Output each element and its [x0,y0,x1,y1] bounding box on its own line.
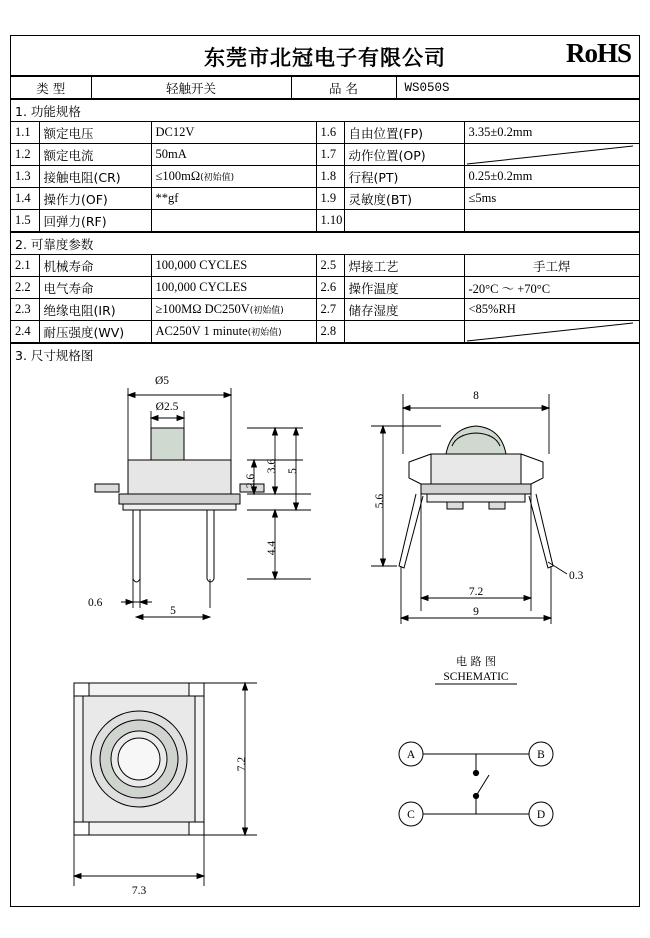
dim-5-width: 5 [170,604,176,617]
row-value: 100,000 CYCLES [151,277,316,299]
row-label: 操作力(OF) [39,188,151,210]
row-value [151,166,316,188]
table-row [11,277,639,299]
table-row [11,122,639,144]
section3-title: 3. 尺寸规格图 [11,344,639,366]
spec-head-table [11,76,639,99]
dim-3-6: 3.6 [266,458,278,473]
terminal-a: A [406,748,416,761]
dim-5-height: 5 [287,467,299,474]
row-label [344,321,464,343]
table-row [11,321,639,343]
row-label: 回弹力(RF) [39,210,151,232]
row-no: 1.6 [316,122,344,144]
row-label: 灵敏度(BT) [344,188,464,210]
name-label: 品 名 [291,77,396,99]
dim-2-6: 2.6 [245,473,257,488]
table-row [11,144,639,166]
table-row [11,166,639,188]
terminal-d: D [536,808,546,821]
type-value: 轻触开关 [91,77,291,99]
row-value: <85%RH [464,299,639,321]
row-label: 机械寿命 [39,255,151,277]
page-border [10,35,640,907]
row-label: 操作温度 [344,277,464,299]
row-value-main: AC250V 1 minute [155,324,248,338]
row-value-note: (初始值) [247,328,282,338]
row-no: 2.2 [11,277,39,299]
row-no: 1.1 [11,122,39,144]
row-value: DC12V [151,122,316,144]
row-value-main: ≥100MΩ DC250V [155,302,250,316]
row-value: -20°C ～ +70°C [464,277,639,299]
row-no: 2.5 [316,255,344,277]
row-label: 电气寿命 [39,277,151,299]
row-label: 储存湿度 [344,299,464,321]
dimension-drawings [11,366,639,938]
name-value: WS050S [396,77,639,99]
dim-4-4: 4.4 [266,540,278,555]
terminal-c: C [407,808,415,821]
dim-dia25: Ø2.5 [155,400,179,413]
row-value: ≤5ms [464,188,639,210]
dim-7-3: 7.3 [131,884,147,897]
table-row [11,188,639,210]
row-label: 耐压强度(WV) [39,321,151,343]
row-value: 3.35±0.2mm [464,122,639,144]
row-label [344,210,464,232]
section2-title: 2. 可靠度参数 [11,233,639,255]
dim-7-2-top: 7.2 [468,585,484,598]
row-label: 行程(PT) [344,166,464,188]
table-row [11,255,639,277]
row-no: 1.4 [11,188,39,210]
row-label: 绝缘电阻(IR) [39,299,151,321]
dim-9: 9 [473,605,479,618]
row-no: 2.3 [11,299,39,321]
dim-8: 8 [473,389,479,402]
row-no: 1.9 [316,188,344,210]
rohs-logo: RoHS [565,38,631,68]
row-value-note: (初始值) [200,173,235,183]
row-value-main: ≤100mΩ [155,169,201,183]
dim-dia5: Ø5 [154,374,170,387]
row-value [151,210,316,232]
dim-5-6: 5.6 [374,493,386,508]
row-label: 额定电流 [39,144,151,166]
section3-table [11,343,639,366]
row-value: 100,000 CYCLES [151,255,316,277]
row-value [151,299,316,321]
table-row [11,299,639,321]
row-no: 1.2 [11,144,39,166]
schematic-title-cn: 电 路 图 [456,654,496,668]
row-no: 2.6 [316,277,344,299]
row-no: 1.7 [316,144,344,166]
row-no: 1.5 [11,210,39,232]
row-value: 0.25±0.2mm [464,166,639,188]
row-label: 动作位置(OP) [344,144,464,166]
diagonal-blank-cell [464,321,639,343]
row-no: 2.8 [316,321,344,343]
row-label: 接触电阻(CR) [39,166,151,188]
schematic-title-en: SCHEMATIC [443,670,509,683]
row-no: 2.7 [316,299,344,321]
row-no: 1.10 [316,210,344,232]
section1-title: 1. 功能规格 [11,100,639,122]
row-value [151,321,316,343]
row-no: 1.3 [11,166,39,188]
row-value: 手工焊 [464,255,639,277]
document-header [11,36,639,76]
row-value: 50mA [151,144,316,166]
row-no: 1.8 [316,166,344,188]
row-value [464,210,639,232]
row-label: 额定电压 [39,122,151,144]
company-name: 东莞市北冠电子有限公司 [204,46,446,70]
table-row [11,210,639,232]
type-label: 类 型 [11,77,91,99]
section2-table [11,232,639,343]
row-value: **gf [151,188,316,210]
terminal-b: B [537,748,545,761]
row-no: 2.4 [11,321,39,343]
section1-table [11,99,639,232]
row-label: 自由位置(FP) [344,122,464,144]
dim-0-6: 0.6 [88,596,103,609]
row-label: 焊接工艺 [344,255,464,277]
row-no: 2.1 [11,255,39,277]
row-value-note: (初始值) [249,306,284,316]
diagonal-blank-cell [464,144,639,166]
dim-7-2-bottom: 7.2 [236,756,248,771]
dim-0-3: 0.3 [569,569,584,582]
